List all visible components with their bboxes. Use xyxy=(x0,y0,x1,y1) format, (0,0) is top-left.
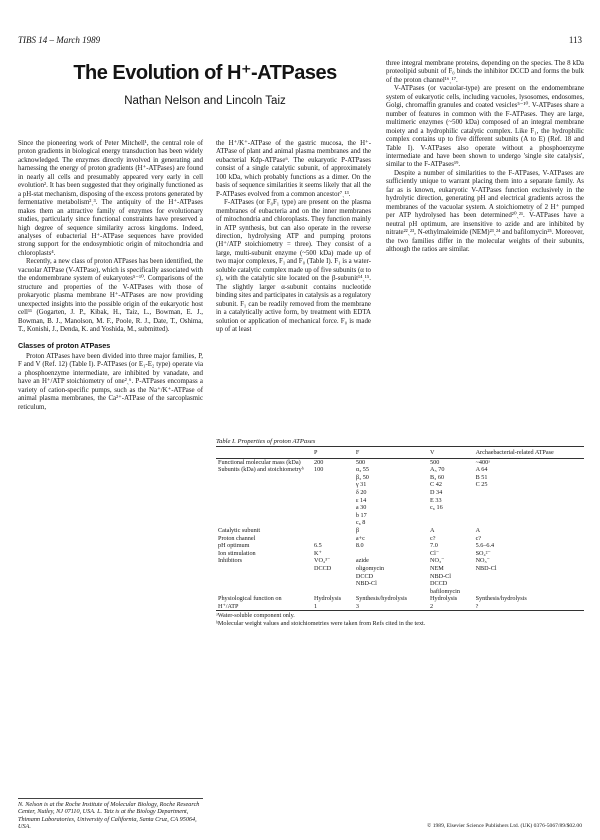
table-cell: Synthesis/hydrolysis xyxy=(355,595,408,603)
paragraph: Despite a number of similarities to the F-ATPases, V-ATPases are sufficiently unique to warrant placing them into a separate family. As far as is known, eukaryotic V-ATPases function exclusively in the hydrolytic direction, generating pH and electrical gradients across the membranes of the vacuolar system. A stoichiometry of 2 H⁺ pumped per ATP hydrolysed has been determined²⁰ˎ²¹. V-ATPases have a neutral pH optimum, are insensitive to azide and are inhibited by nitrate²²ˎ²³, N-ethylmaleimide (NEM)²³ˎ²⁴ and bafilomycin²⁵. Moreover, the two families differ in the molecular weights of their subunits, although the ratios are similar. xyxy=(386,169,584,253)
paragraph: the H⁺/K⁺-ATPase of the gastric mucosa, the H⁺-ATPase of plant and animal plasma membranes and the eubacterial Kdp-ATPase⁶. The eukaryotic P-ATPases consist of a single catalytic subunit, of approximately 100 kDa, which probably functions as a dimer. On the basis of sequence similarities it seems likely that all the P-ATPases evolved from a common ancestor⁷ˎ¹³. xyxy=(216,140,371,198)
table-cell: 500 xyxy=(430,458,440,466)
table-body xyxy=(216,458,584,610)
table-row xyxy=(216,550,584,558)
table-note: ᵃWater-soluble component only. xyxy=(216,612,295,620)
table-cell: NO₃⁻ NEM NBD-Cl DCCD bafilomycin xyxy=(430,557,460,595)
table-row xyxy=(216,458,584,466)
journal-header: TIBS 14 – March 1989 xyxy=(18,35,101,45)
table-cell: Functional molecular mass (kDa) xyxy=(218,458,301,466)
table-cell: azide oligomycin DCCD NBD-Cl xyxy=(355,557,385,588)
table-cell: Physiological function on xyxy=(218,595,282,603)
table-cell: NO₃⁻ NBD-Cl xyxy=(475,557,497,572)
table-cell: 100 xyxy=(314,466,324,474)
table-cell xyxy=(312,535,354,543)
table-cell: SO₄²⁻ xyxy=(475,549,491,557)
table-cell: VO₄³⁻ DCCD xyxy=(314,557,332,572)
table-cell: a+c xyxy=(355,534,365,542)
table-notes xyxy=(216,610,584,627)
table-cell: ~400ᵃ xyxy=(475,458,490,466)
table-row xyxy=(216,603,584,611)
table-cell: K⁺ xyxy=(314,549,322,557)
table-header-cell xyxy=(216,447,312,458)
table-cell: 5.6–6.4 xyxy=(475,542,495,550)
table-header-cell: P xyxy=(312,447,354,458)
table-cell: H⁺/ATP xyxy=(218,602,239,610)
paragraph: F-ATPases (or F₀F₁ type) are present on the plasma membranes of eubacteria and on the inner membranes of mitochondria and chloroplasts. They function mainly in ATP synthesis, but can also operate in the reverse direction, hydrolysing ATP and pumping protons (H⁺/ATP stoichiometry = three). They consist of a large, multi-subunit enzyme (~500 kDa) made up of two major complexes, F₁ and F₀ (Table I). F₁ is a water-soluble catalytic complex made up of five subunits (α to ε), with the catalytic site located on the β-subunit¹⁴ˎ¹⁵. The slightly larger α-subunit contains nucleotide binding sites and participates in catalysis as a regulatory subunit. F₁ can be readily removed from the membrane in a catalytically active form, by treatment with EDTA solution or application of mechanical force. F₀ is made up of at least xyxy=(216,199,371,333)
table xyxy=(216,447,584,610)
table-cell: c? xyxy=(430,534,436,542)
table-cell: A₃ 70 B₃ 60 C 42 D 34 E 33 c₆ 16 xyxy=(430,466,445,512)
table-cell: 7.0 xyxy=(430,542,438,550)
table-header-row xyxy=(216,447,584,458)
table-header-cell: Archaebacterial-related ATPase xyxy=(474,447,584,458)
table-cell: 3 xyxy=(355,602,359,610)
properties-table xyxy=(216,438,584,627)
paragraph: Since the pioneering work of Peter Mitchell¹, the central role of proton gradients in biological energy transduction has been widely acknowledged. The enzymes directly involved in generating and harnessing the energy of proton gradients (H⁺-ATPases) are found in nearly all cells and presumably appeared very early in cell evolution². It has been suggested that they originally functioned as a pH-stat mechanism, disposing of the excess protons generated by fermentative metabolism²ˎ³. The antiquity of the H⁺-ATPases makes them an attractive family of enzymes for evolutionary studies, particularly since functional constraints have preserved a high degree of sequence similarity across kingdoms. Indeed, analyses of eubacterial H⁺-ATPase sequences have provided strong support for the endosymbiotic origin of mitochondria and chloroplasts⁴. xyxy=(18,140,203,257)
table-cell: c? xyxy=(475,534,482,542)
table-cell: A xyxy=(475,526,481,534)
table-header-cell: F xyxy=(354,447,428,458)
table-cell: Proton channel xyxy=(218,534,256,542)
table-cell: 8.0 xyxy=(355,542,364,550)
column-2 xyxy=(216,140,371,440)
table-cell: 1 xyxy=(314,602,318,610)
table-row xyxy=(216,595,584,603)
table-cell: Hydrolysis xyxy=(314,595,342,603)
paragraph: three integral membrane proteins, depending on the species. The 8 kDa proteolipid subunit of F₀ binds the inhibitor DCCD and forms the bulk of the proton channel¹⁶ˎ¹⁷. xyxy=(386,60,584,84)
page-number: 113 xyxy=(568,35,582,45)
article-title: The Evolution of H⁺-ATPases xyxy=(73,62,337,84)
table-cell: β xyxy=(355,526,360,534)
column-1 xyxy=(18,140,203,680)
table-cell: 2 xyxy=(430,602,434,610)
table-row xyxy=(216,542,584,550)
table-cell: A xyxy=(430,526,435,534)
table-cell: 200 xyxy=(314,458,324,466)
table-cell: Ion stimulation xyxy=(218,549,256,557)
paragraph: Recently, a new class of proton ATPases has been identified, the vacuolar ATPase (V-ATPase), which is specifically associated with the endomembrane system of eukaryotes⁵⁻¹⁰. Comparisons of the structure and properties of the V-ATPases with those of prokaryotic plasma membrane H⁺-ATPases are now providing unexpected insights into the possible origin of the eukaryotic host cell¹¹ (Gogarten, J. P., Kibak, H., Taiz, L., Bowman, E. J., Bowman, B. J., Manolson, M. F., Poole, R. J., Date, T., Oshima, T., Konishi, J., Denda, K. and Yoshida, M., submitted). xyxy=(18,258,203,333)
table-row xyxy=(216,557,584,595)
table-row xyxy=(216,535,584,543)
table-cell: 6.5 xyxy=(314,542,322,550)
section-heading: Classes of proton ATPases xyxy=(18,341,111,351)
table-cell: ? xyxy=(475,602,479,610)
table-caption: Table I. Properties of proton ATPases xyxy=(216,438,584,447)
table-note: ᵇMolecular weight values and stoichiometries were taken from Refs cited in the text. xyxy=(216,619,426,627)
table-header-cell: V xyxy=(428,447,474,458)
paragraph: V-ATPases (or vacuolar-type) are present on the endomembrane system of eukaryotic cells, including vacuoles, lysosomes, endosomes, Golgi, chromaffin granules and coated vesicles⁵⁻¹⁰. V-ATPases share a number of features in common with the F-ATPases. They are large, multimeric enzymes (~500 kDa) composed of an integral membrane moiety and a hydrophilic catalytic complex. Like F₁, the hydrophilic complex contains up to five different subunits (A to E) (Ref. 18 and Table I). V-ATPases also operate without a phosphoenzyme intermediate and have been shown to undergo 'single site catalysis', similar to the F-ATPases¹⁹. xyxy=(386,85,584,169)
table-cell xyxy=(312,527,354,535)
table-cell: Subunits (kDa) and stoichiometryᵇ xyxy=(218,466,304,474)
article-authors: Nathan Nelson and Lincoln Taiz xyxy=(124,95,286,107)
table-cell: pH optimum xyxy=(218,542,250,550)
table-cell: 500 xyxy=(355,458,366,466)
table-cell: Synthesis/hydrolysis xyxy=(475,595,527,603)
table-row xyxy=(216,466,584,527)
table-cell: A 64 B 51 C 25 xyxy=(475,466,488,489)
copyright-line: © 1989, Elsevier Science Publishers Ltd. (UK) 0376-5067/89/$02.00 xyxy=(427,823,582,829)
table-cell: Catalytic subunit xyxy=(218,526,261,534)
table-row xyxy=(216,527,584,535)
table-cell xyxy=(354,550,428,558)
author-affiliation: N. Nelson is at the Roche Institute of Molecular Biology, Roche Research Center, Nutley, NJ 07110, USA. L. Taiz is at the Biology Department, Thimann Laboratories, University of California, Santa Cruz, CA 95064, USA. xyxy=(18,798,203,831)
paragraph: Proton ATPases have been divided into three major families, P, F and V (Ref. 12) (Table I). P-ATPases (or E₁-E₂ type) operate via a phosphoenzyme intermediate, are inhibited by vanadate, and have an H⁺/ATP stoichiometry of one²ˎ⁶. P-ATPases encompass a variety of cation-specific pumps, such as the Na⁺/K⁺-ATPase of animal plasma membranes, the Ca²⁺-ATPase of the sarcoplasmic reticulum, xyxy=(18,352,203,411)
table-cell: α₃ 55 β₃ 50 γ 31 δ 20 ε 14 a 30 b 17 c₆ 8 xyxy=(355,466,369,527)
table-cell: Cl⁻ xyxy=(430,549,440,557)
table-cell: Inhibitors xyxy=(218,557,243,565)
table-cell: Hydrolysis xyxy=(430,595,458,603)
